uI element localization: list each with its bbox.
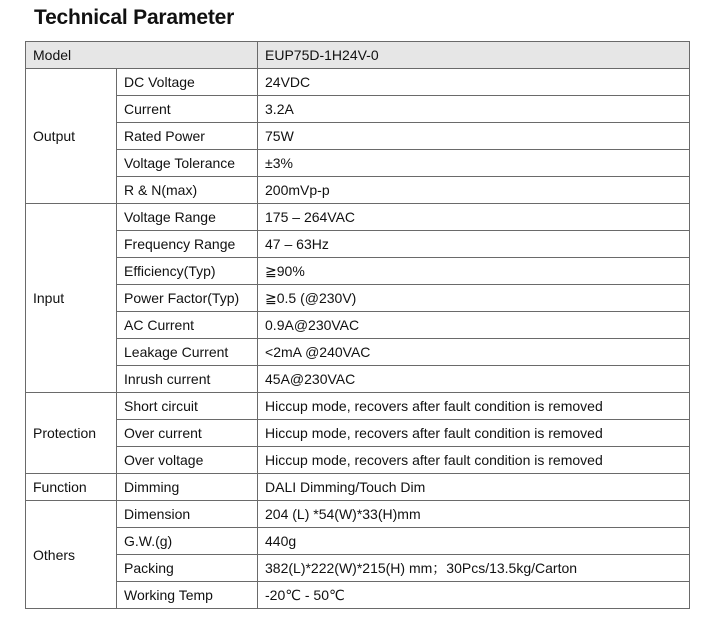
table-row <box>26 177 690 204</box>
param-value: ≧0.5 (@230V) <box>258 285 690 312</box>
param-value: 440g <box>258 528 690 555</box>
param-name: Dimension <box>117 501 258 528</box>
param-value: Hiccup mode, recovers after fault condition is removed <box>258 447 690 474</box>
param-value: 175 – 264VAC <box>258 204 690 231</box>
param-name: Rated Power <box>117 123 258 150</box>
table-row <box>26 474 690 501</box>
table-row <box>26 285 690 312</box>
param-value: 45A@230VAC <box>258 366 690 393</box>
group-label: Input <box>26 204 117 393</box>
group-label: Others <box>26 501 117 609</box>
model-label: Model <box>26 42 258 69</box>
table-row <box>26 366 690 393</box>
table-row <box>26 231 690 258</box>
param-name: Power Factor(Typ) <box>117 285 258 312</box>
param-value: 204 (L) *54(W)*33(H)mm <box>258 501 690 528</box>
param-value: DALI Dimming/Touch Dim <box>258 474 690 501</box>
group-label: Output <box>26 69 117 204</box>
param-name: Over voltage <box>117 447 258 474</box>
group-label: Function <box>26 474 117 501</box>
model-row <box>26 42 690 69</box>
table-row <box>26 123 690 150</box>
param-name: Efficiency(Typ) <box>117 258 258 285</box>
param-name: Frequency Range <box>117 231 258 258</box>
table-row <box>26 555 690 582</box>
spec-table <box>25 41 690 609</box>
param-name: DC Voltage <box>117 69 258 96</box>
param-name: Inrush current <box>117 366 258 393</box>
table-row <box>26 582 690 609</box>
table-row <box>26 204 690 231</box>
param-name: Voltage Tolerance <box>117 150 258 177</box>
param-name: Working Temp <box>117 582 258 609</box>
table-row <box>26 501 690 528</box>
param-name: R & N(max) <box>117 177 258 204</box>
param-value: 3.2A <box>258 96 690 123</box>
table-row <box>26 393 690 420</box>
param-name: Current <box>117 96 258 123</box>
param-name: Over current <box>117 420 258 447</box>
table-row <box>26 339 690 366</box>
param-name: Dimming <box>117 474 258 501</box>
param-value: ±3% <box>258 150 690 177</box>
param-value: 75W <box>258 123 690 150</box>
param-value: 24VDC <box>258 69 690 96</box>
param-value: Hiccup mode, recovers after fault condition is removed <box>258 393 690 420</box>
table-row <box>26 150 690 177</box>
param-name: Short circuit <box>117 393 258 420</box>
table-row <box>26 96 690 123</box>
param-value: 0.9A@230VAC <box>258 312 690 339</box>
param-value: 382(L)*222(W)*215(H) mm；30Pcs/13.5kg/Carton <box>258 555 690 582</box>
page-title: Technical Parameter <box>34 6 235 29</box>
table-row <box>26 258 690 285</box>
table-row <box>26 69 690 96</box>
param-value: <2mA @240VAC <box>258 339 690 366</box>
model-value: EUP75D-1H24V-0 <box>258 42 690 69</box>
table-row <box>26 420 690 447</box>
param-value: 200mVp-p <box>258 177 690 204</box>
param-value: -20℃ - 50℃ <box>258 582 690 609</box>
param-name: AC Current <box>117 312 258 339</box>
param-value: Hiccup mode, recovers after fault condition is removed <box>258 420 690 447</box>
group-label: Protection <box>26 393 117 474</box>
param-value: ≧90% <box>258 258 690 285</box>
param-name: Voltage Range <box>117 204 258 231</box>
param-name: G.W.(g) <box>117 528 258 555</box>
table-row <box>26 447 690 474</box>
table-row <box>26 528 690 555</box>
param-value: 47 – 63Hz <box>258 231 690 258</box>
param-name: Packing <box>117 555 258 582</box>
param-name: Leakage Current <box>117 339 258 366</box>
table-row <box>26 312 690 339</box>
